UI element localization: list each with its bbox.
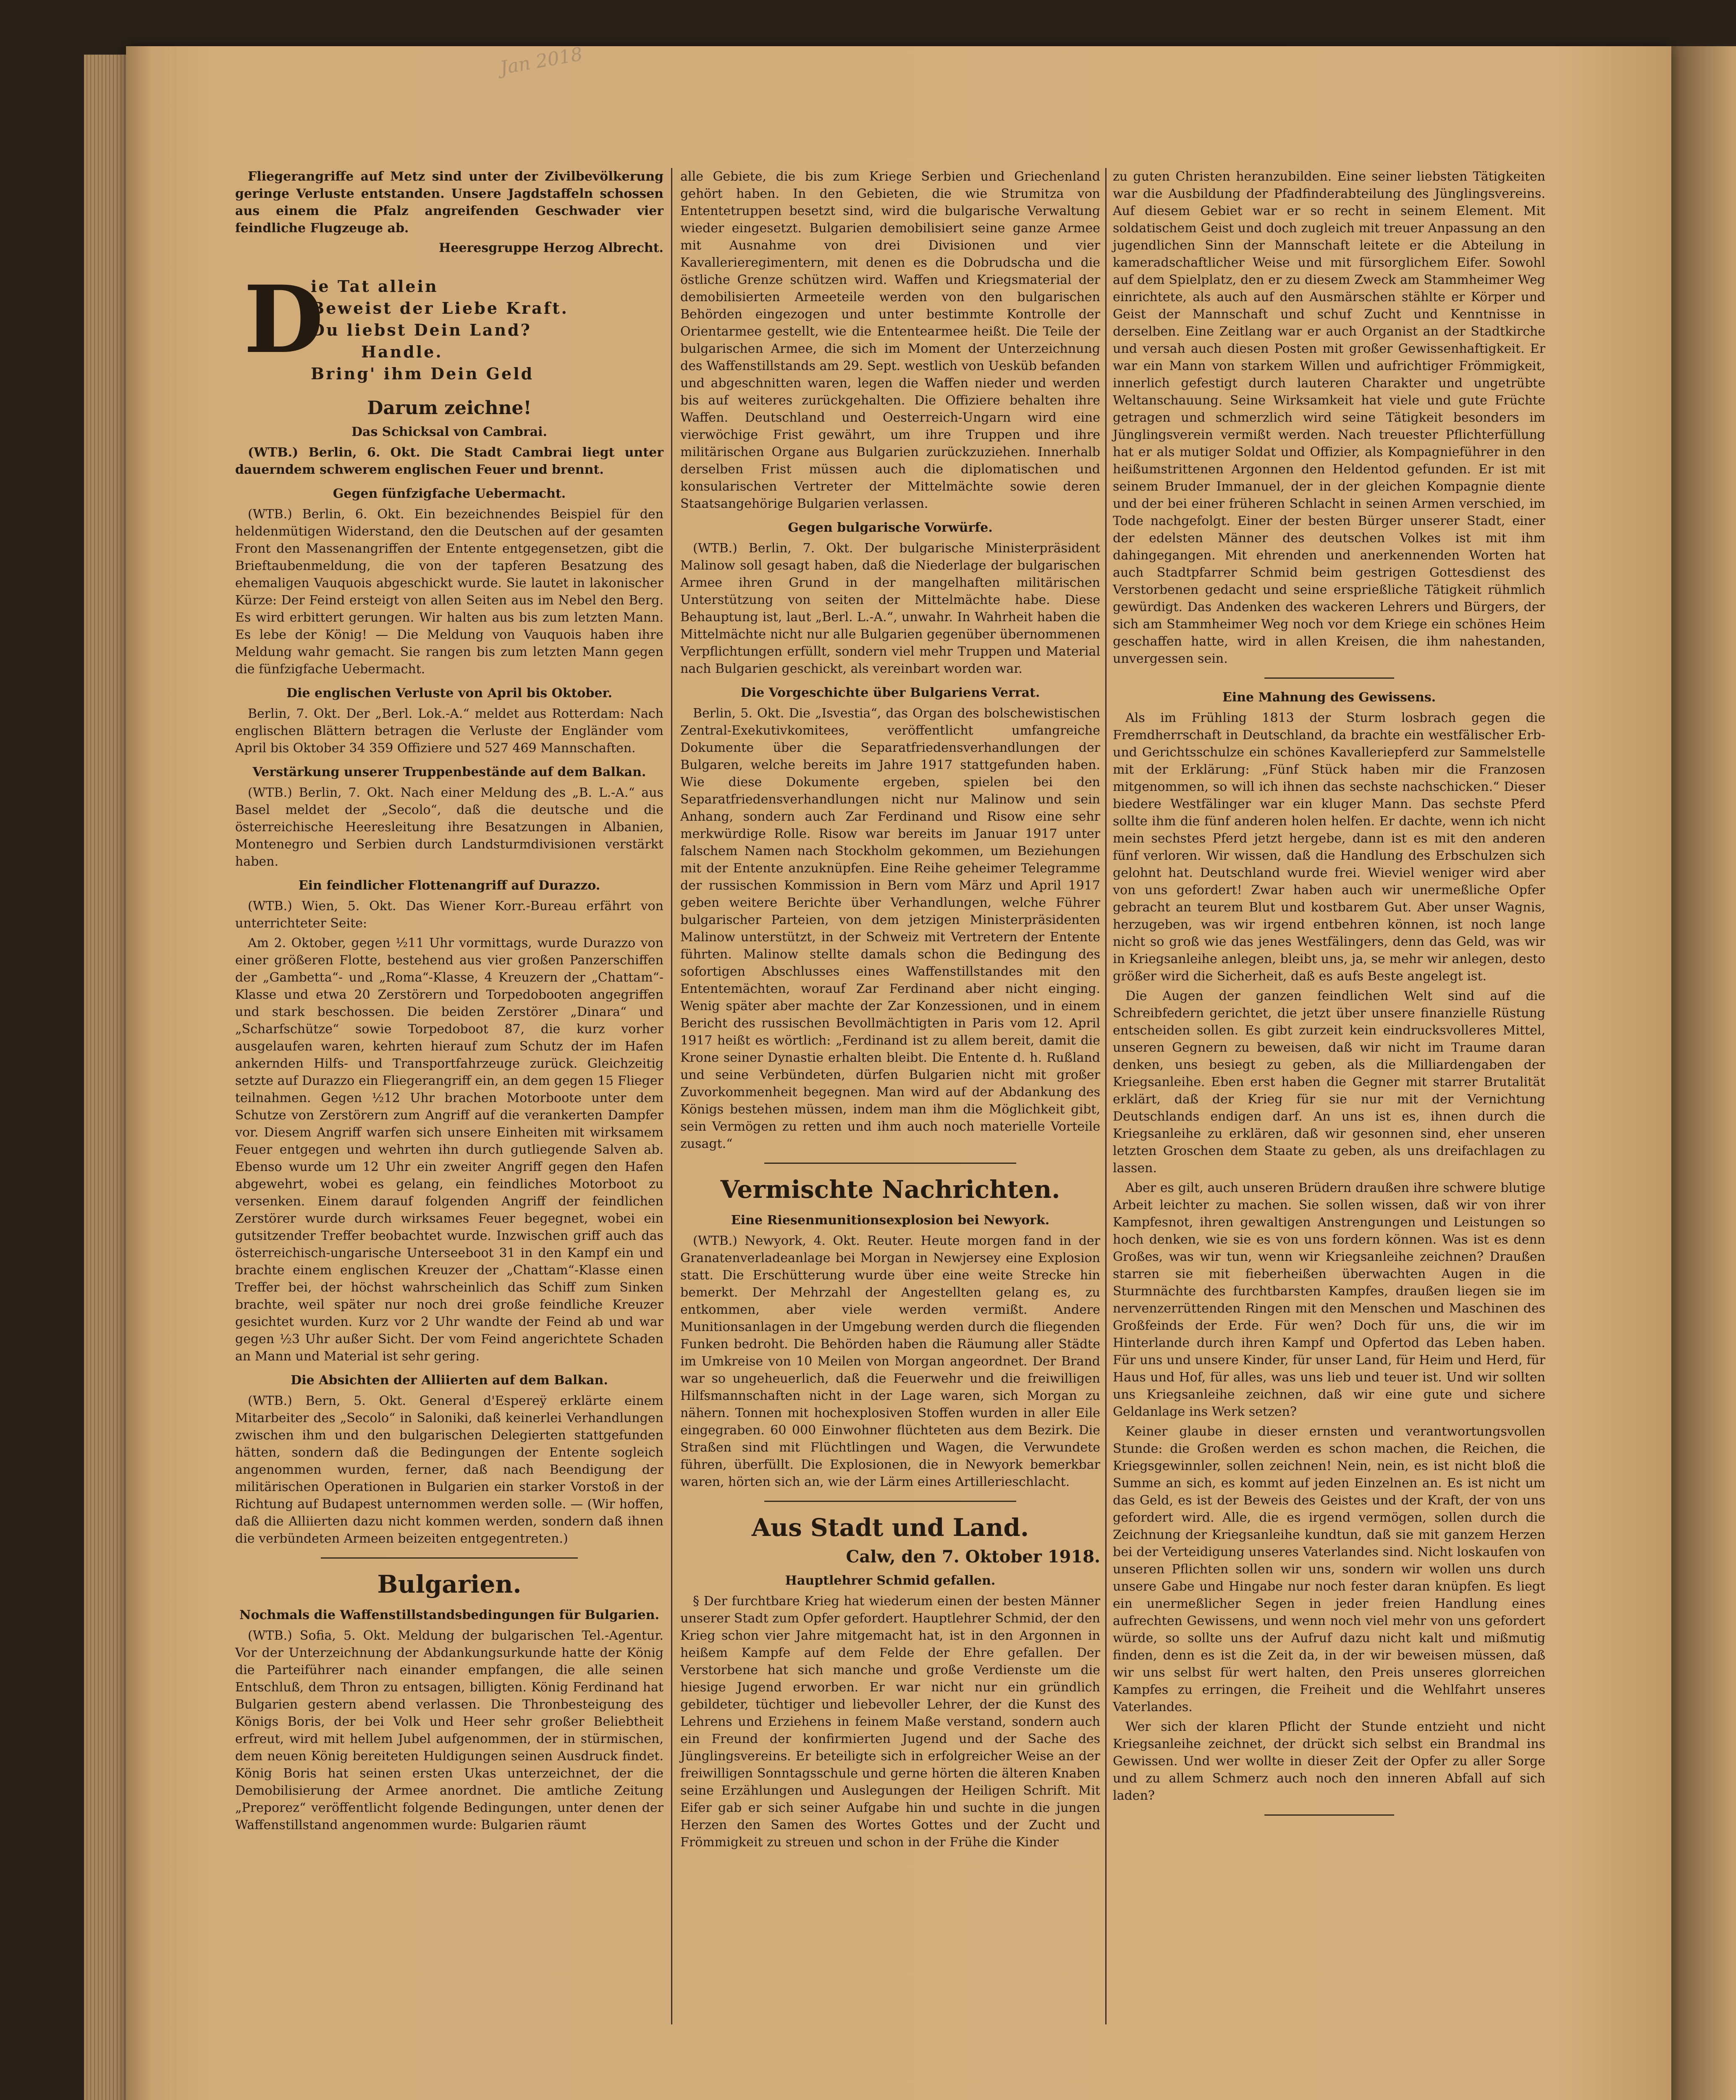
article-divider (1264, 677, 1394, 679)
article-paragraph: § Der furchtbare Krieg hat wiederum einen der besten Männer unserer Stadt zum Opfer gefordert. Hauptlehrer Schmid, der den Krieg schon vier Jahre mitgemacht hat, ist in den Argonnen in heißem Kampfe auf dem Felde der Ehre gefallen. Der Verstorbene hat sich manche und große Verdienste um die hiesige Jugend erworben. Er war nicht nur ein gründlich gebildeter, tüchtiger und liebevoller Lehrer, der die Kunst des Lehrens und Erziehens in feinem Maße verstand, sondern auch ein Freund der konfirmierten Jugend und der Sache des Jünglingsvereins. Er beteiligte sich in erfolgreicher Weise an der freiwilligen Sonntagsschule und gerne hörten die älteren Knaben seine Erzählungen und Auslegungen der Heiligen Schrift. Mit Eifer gab er sich seiner Aufgabe hin und suchte in die jungen Herzen den Samen des Wortes Gottes und der Zucht und Frömmigkeit zu streuen und schon in der Frühe die Kinder (680, 1594, 1100, 1850)
article-paragraph: (WTB.) Newyork, 4. Okt. Reuter. Heute morgen fand in der Granatenverladeanlage bei Morgan in Newjersey eine Explosion statt. Die Erschütterung wurde über eine weite Strecke hin bemerkt. Der Mehrzahl der Angestellten gelang es, zu entkommen, aber viele werden vermißt. Andere Munitionsanlagen in der Umgebung werden durch die fliegenden Funken bedroht. Die Behörden haben die Räumung aller Städte im Umkreise von 10 Meilen von Morgan angeordnet. Der Brand war so ungeheuerlich, daß die Feuerwehr und die freiwilligen Hilfsmannschaften nicht in der Lage waren, sich Morgan zu nähern. Tonnen mit hochexplosiven Stoffen wurden in aller Eile eingegraben. 60 000 Einwohner flüchteten aus dem Bezirk. Die Straßen sind mit Flüchtlingen und Wagen, die Verwundete führen, überfüllt. Die Explosionen, die in Newyork bemerkbar waren, hörten sich an, wie der Lärm eines Artillerieschlacht. (680, 1234, 1100, 1489)
article-paragraph: Keiner glaube in dieser ernsten und verantwortungsvollen Stunde: die Großen werden es schon machen, die Reichen, die Kriegsgewinnler, sollen zeichnen! Nein, nein, es ist nicht bloß die Summe an sich, es kommt auf jeden Einzelnen an. Es ist nicht um das Geld, es ist der Beweis des Geistes und der Kraft, der von uns gefordert wird. Alle, die es irgend vermögen, sollen durch die Zeichnung der Kriegsanleihe kundtun, daß sie mit ganzem Herzen bei der Verteidigung unseres Vaterlandes sind. Nicht loskaufen von unseren Pflichten sollen wir uns, sondern wir wollen uns durch unsere Gabe und Hingabe nur noch fester daran knüpfen. Es liegt ein unermeßlicher Segen in jeder freien Handlung eines aufrechten Gewissens, und wenn noch viel mehr von uns gefordert würde, so sollte uns der Aufruf dazu nicht kalt und mißmutig finden, denn es ist die Zeit da, in der wir beweisen müssen, daß wir uns selbst für wert halten, den Preis unseres glorreichen Kampfes zu erringen, die Freiheit und die Wehlfahrt unseres Vaterlandes. (1113, 1424, 1545, 1714)
headline: Verstärkung unserer Truppenbestände auf dem Balkan. (252, 765, 646, 780)
section-title: Aus Stadt und Land. (751, 1513, 1029, 1542)
article-paragraph: Berlin, 7. Okt. Der „Berl. Lok.-A.“ meldet aus Rotterdam: Nach englischen Blättern betragen die Verluste der Engländer vom April bis Oktober 34 359 Offiziere und 527 469 Mannschaften. (235, 706, 663, 756)
article-paragraph: Am 2. Oktober, gegen ½11 Uhr vormittags, wurde Durazzo von einer größeren Flotte, bestehend aus vier großen Panzerschiffen der „Gambetta“- und „Roma“-Klasse, 4 Kreuzern der „Chattam“-Klasse und etwa 20 Zerstörern und Torpedobooten angegriffen und stark beschossen. Die beiden Zerstörer „Dinara“ und „Scharfschütze“ sowie Torpedoboot 87, die kurz vorher ausgelaufen waren, kehrten hierauf zum Schutz der im Hafen ankernden Hilfs- und Transportfahrzeuge zurück. Gleichzeitig setzte auf Durazzo ein Fliegerangriff ein, an dem gegen 15 Flieger teilnahmen. Gegen ½12 Uhr brachen Motorboote unter dem Schutze von Zerstörern zum Angriff auf die verankerten Dampfer vor. Diesem Angriff warfen sich unsere Einheiten mit wirksamem Feuer entgegen und wehrten ihn durch gutliegende Salven ab. Ebenso wurde um 12 Uhr ein zweiter Angriff gegen den Hafen abgewehrt, wobei es gelang, ein feindliches Motorboot zu versenken. Einem darauf folgenden Angriff der feindlichen Zerstörer wurde durch wirksames Feuer begegnet, wobei ein gutsitzender Treffer beobachtet wurde. Inzwischen griff auch das österreichisch-ungarische Unterseeboot 31 in den Kampf ein und brachte einem englischen Kreuzer der „Chattam“-Klasse einen Treffer bei, der höchst wahrscheinlich das Schiff zum Sinken brachte, weil später nur noch drei große feindliche Kreuzer gesichtet wurden. Kurz vor 2 Uhr wandte der Feind ab und war gegen ½3 Uhr außer Sicht. Der vom Feind angerichtete Schaden an Mann und Material ist sehr gering. (235, 936, 663, 1364)
headline: Hauptlehrer Schmid gefallen. (785, 1573, 996, 1588)
article-paragraph: Die Augen der ganzen feindlichen Welt sind auf die Schreibfedern gerichtet, die jetzt über unsere finanzielle Rüstung entscheiden sollen. Es gibt zurzeit kein eindrucksvolleres Mittel, unseren Gegnern zu beweisen, daß wir nicht im Traume daran denken, uns besiegt zu geben, als die Milliardengaben der Kriegsanleihe. Eben erst haben die Gegner mit starrer Brutalität erklärt, daß der Krieg für sie nur mit der Vernichtung Deutschlands endigen darf. An uns ist es, ihnen durch die Kriegsanleihe zu erklären, daß wir gesonnen sind, eher unseren letzten Groschen dem Staate zu geben, als uns dreifachlagen zu lassen. (1113, 989, 1545, 1176)
ad-line-1: ie Tat allein (311, 277, 438, 296)
ad-initial-letter: D (244, 265, 324, 374)
headline: Ein feindlicher Flottenangriff auf Durazzo. (298, 878, 601, 893)
column-rule-2 (1105, 168, 1107, 2024)
headline: Eine Mahnung des Gewissens. (1222, 690, 1436, 705)
headline: Die englischen Verluste von April bis Oktober. (286, 686, 612, 701)
headline: Die Absichten der Alliierten auf dem Balkan. (291, 1373, 608, 1388)
section-title: Vermischte Nachrichten. (720, 1175, 1060, 1204)
headline: Gegen bulgarische Vorwürfe. (788, 520, 993, 535)
lead-attribution: Heeresgruppe Herzog Albrecht. (438, 241, 663, 255)
section-divider (764, 1163, 1016, 1164)
article-lead: Fliegerangriffe auf Metz sind unter der Zivilbevölkerung geringe Verluste entstanden. Unsere Jagdstaffeln schossen aus einem die Pfalz angreifenden Geschwader vier feindliche Flugzeuge ab. (235, 169, 663, 236)
column-2 (680, 168, 1100, 1853)
ad-line-4: Handle. (361, 342, 443, 361)
article-paragraph: (WTB.) Wien, 5. Okt. Das Wiener Korr.-Bureau erfährt von unterrichteter Seite: (235, 899, 663, 931)
column-rule-1 (671, 168, 672, 2024)
dateline: Calw, den 7. Oktober 1918. (846, 1547, 1100, 1567)
headline: Nochmals die Waffenstillstandsbedingungen für Bulgarien. (239, 1608, 659, 1622)
article-paragraph: Als im Frühling 1813 der Sturm losbrach gegen die Fremdherrschaft in Deutschland, da brachte ein westfälischer Erb- und Gerichtsschulze ein schönes Kavalleriepferd zur Sammelstelle mit der Erklärung: „Fünf Stück haben mir die Franzosen mitgenommen, so will ich ihnen das sechste nachschicken.“ Dieser biedere Westfälinger war ein kluger Mann. Das sechste Pferd sollte ihm die fünf anderen holen helfen. Er dachte, wenn ich nicht mein sechstes Pferd jetzt hergebe, dann ist es mit den anderen fünf verloren. Wir wissen, daß die Handlung des Erbschulzen sich gelohnt hat. Deutschland wurde frei. Wieviel weniger wird aber von uns gefordert! Zwar haben auch wir unermeßliche Opfer gebracht an teurem Blut und kostbarem Gut. Aber unser Wagnis, herzugeben, was wir irgend entbehren können, ist noch lange nicht so groß wie das jenes Westfälingers, denn das Geld, was wir in Kriegsanleihe anlegen, bleibt uns, ja, se mehr wir anlegen, desto größer wird die Sicherheit, daß es aufs Beste angelegt ist. (1113, 711, 1545, 984)
article-paragraph: Berlin, 5. Okt. Die „Isvestia“, das Organ des bolschewistischen Zentral-Exekutivkomitees, veröffentlicht umfangreiche Dokumente über die Separatfriedensverhandlungen der Bulgaren, welche bereits im Jahre 1917 stattgefunden haben. Wie diese Dokumente ergeben, spielen bei den Separatfriedensverhandlungen nicht nur Malinow und sein Anhang, sondern auch Zar Ferdinand und Risow eine sehr merkwürdige Rolle. Risow war bereits im Januar 1917 unter falschem Namen nach Stockholm gekommen, um Beziehungen mit der Entente anzuknüpfen. Eine Reihe geheimer Telegramme der russischen Kommission in Bern vom März und April 1917 geben weitere Berichte über Verhandlungen, welche Führer bulgarischer Parteien, von dem jetzigen Ministerpräsidenten Malinow unterstützt, in der Schweiz mit Vertretern der Entente führten. Malinow stellte damals schon die Bedingung des sofortigen Abschlusses eines Waffenstillstandes mit den Ententemächten, worauf Zar Ferdinand aber nicht einging. Wenig später aber machte der Zar Konzessionen, und in einem Bericht des russischen Bevollmächtigten in Paris vom 12. April 1917 heißt es wörtlich: „Ferdinand ist zu allem bereit, damit die Krone seiner Dynastie erhalten bleibt. Die Entente d. h. Rußland und seine Verbündeten, dürfen Bulgarien nicht mit großer Zuvorkommenheit begegnen. Man wird auf der Abdankung des Königs bestehen müssen, indem man ihm die Möglichkeit gibt, sein Vermögen zu retten und ihm auch noch materielle Vorteile zusagt.“ (680, 706, 1100, 1151)
ad-line-5: Bring' ihm Dein Geld (311, 364, 534, 383)
article-paragraph: (WTB.) Berlin, 6. Okt. Ein bezeichnendes Beispiel für den heldenmütigen Widerstand, den die Deutschen auf der gesamten Front den Massenangriffen der Entente entgegensetzen, gibt die Brieftaubenmeldung, die von der tapferen Besatzung des ehemaligen Vauquois abgeschickt wurde. Sie lautet in lakonischer Kürze: Der Feind ersteigt von allen Seiten aus im Nebel den Berg. Es wird erbittert gerungen. Wir halten aus bis zum letzten Mann. Es lebe der König! — Die Meldung von Vauquois haben ihre Meldung wahr gemacht. Sie rangen bis zum letzten Mann gegen die fünfzigfache Uebermacht. (235, 507, 663, 677)
facing-page-edge (1663, 46, 1736, 2100)
section-divider (764, 1501, 1016, 1502)
section-divider (321, 1557, 578, 1559)
article-paragraph: (WTB.) Berlin, 7. Okt. Der bulgarische Ministerpräsident Malinow soll gesagt haben, daß die Niederlage der bulgarischen Armee ihren Grund in der mangelhaften militärischen Unterstützung von seiten der Mittelmächte habe. Diese Behauptung ist, laut „Berl. L.-A.“, unwahr. In Wahrheit haben die Mittelmächte nicht nur alle Bulgarien gegenüber übernommenen Verpflichtungen erfüllt, sondern viel mehr Truppen und Material nach Bulgarien geschickt, als vereinbart worden war. (680, 541, 1100, 676)
article-divider (1264, 1814, 1394, 1816)
column-1 (235, 168, 663, 1836)
headline: Eine Riesenmunitionsexplosion bei Newyork. (731, 1213, 1050, 1228)
column-3 (1113, 168, 1545, 1826)
headline: Die Vorgeschichte über Bulgariens Verrat. (740, 685, 1040, 700)
headline: Das Schicksal von Cambrai. (351, 425, 547, 439)
ad-call-to-action: Darum zeichne! (367, 397, 532, 419)
article-paragraph: (WTB.) Berlin, 6. Okt. Die Stadt Cambrai liegt unter dauerndem schwerem englischen Feuer und brennt. (235, 445, 663, 477)
article-paragraph: (WTB.) Berlin, 7. Okt. Nach einer Meldung des „B. L.-A.“ aus Basel meldet der „Secolo“, daß die deutsche und die österreichische Heeresleitung ihre Besatzungen in Albanien, Montenegro und Serbien durch Landsturmdivisionen verstärkt haben. (235, 785, 663, 869)
article-paragraph: alle Gebiete, die bis zum Kriege Serbien und Griechenland gehört haben. In den Gebieten, die wie Strumitza von Ententetruppen besetzt sind, wird die bulgarische Verwaltung wieder eingesetzt. Bulgarien demobilisiert seine ganze Armee mit Ausnahme von drei Divisionen und vier Kavallerieregimentern, mit denen es die Dobrudscha und die östliche Grenze schützen wird. Waffen und Kriegsmaterial der demobilisierten Armeeteile werden von den bulgarischen Behörden eingezogen und unter bestimmte Kontrolle der Orientarmee gestellt, wie die Ententearmee heißt. Die Teile der bulgarischen Armee, die sich im Moment der Unterzeichnung des Waffenstillstands am 29. Sept. westlich von Uesküb befanden und abgeschnitten waren, legen die Waffen nieder und werden bis auf weiteres zurückgehalten. Die Offiziere behalten ihre Waffen. Deutschland und Oesterreich-Ungarn wird eine vierwöchige Frist gewährt, um ihre Truppen und ihre militärischen Organe aus Bulgarien zurückzuziehen. Innerhalb derselben Frist müssen auch die diplomatischen und konsularischen Vertreter der Mittelmächte sowie deren Staatsangehörige Bulgarien verlassen. (680, 169, 1100, 511)
ad-line-3: Du liebst Dein Land? (311, 320, 532, 339)
article-paragraph: (WTB.) Sofia, 5. Okt. Meldung der bulgarischen Tel.-Agentur. Vor der Unterzeichnung der Abdankungsurkunde hatte der König die Parteiführer nach einander empfangen, die alle seinen Entschluß, dem Thron zu entsagen, billigten. König Ferdinand hat Bulgarien gestern abend verlassen. Die Thronbesteigung des Königs Boris, der bei Volk und Heer sehr großer Beliebtheit erfreut, wird mit hellem Jubel aufgenommen, der in stürmischen, dem neuen König bereiteten Huldigungen seinen Ausdruck findet. König Boris hat seinen ersten Ukas unterzeichnet, der die Demobilisierung der Armee anordnet. Die amtliche Zeitung „Preporez“ veröffentlicht folgende Bedingungen, unter denen der Waffenstillstand angenommen wurde: Bulgarien räumt (235, 1628, 663, 1832)
headline: Gegen fünfzigfache Uebermacht. (333, 486, 566, 501)
article-paragraph: zu guten Christen heranzubilden. Eine seiner liebsten Tätigkeiten war die Ausbildung der Pfadfinderabteilung des Jünglingsvereins. Auf diesem Gebiet war er so recht in seinem Element. Mit soldatischem Geist und doch zugleich mit treuer Anpassung an den jugendlichen Sinn der Mannschaft leitete er die Abteilung in kameradschaftlicher Weise und mit fürsorglichem Eifer. Sowohl auf dem Spielplatz, den er zu diesem Zweck am Stammheimer Weg einrichtete, als auch auf den Ausmärschen stählte er Körper und Geist der Mannschaft und schuf Zucht und Kenntnisse in derselben. Eine Zeitlang war er auch Organist an der Stadtkirche und versah auch diesen Posten mit großer Gewissenhaftigkeit. Er war ein Mann von starkem Willen und aufrichtiger Frömmigkeit, innerlich gefestigt durch lauteren Charakter und ungetrübte Weltanschauung. Seine Wirksamkeit hat viele und gute Früchte getragen und schmerzlich wird seine Tätigkeit besonders im Jünglingsverein vermißt werden. Nach treuester Pflichterfüllung hat er als mutiger Soldat und Offizier, als Kompagnieführer in den heißumstrittenen Argonnen den Heldentod gefunden. Er ist mit seinem Bruder Immanuel, der in der gleichen Kompagnie diente und der bei einer früheren Schlacht in seinen Armen verschied, im Tode nachgefolgt. Einer der besten Bürger unserer Stadt, einer der edelsten Männer des deutschen Volkes ist mit ihm dahingegangen. Mit ehrenden und anerkennenden Worten hat auch Stadtpfarrer Schmid beim gestrigen Gottesdienst des Verstorbenen gedacht und seine ersprießliche Tätigkeit rühmlich gewürdigt. Das Andenken des wackeren Lehrers und Bürgers, der sich am Stammheimer Weg noch vor dem Kriege ein schönes Heim geschaffen hatte, wird in allen Kreisen, die ihm nahestanden, unvergessen sein. (1113, 169, 1545, 666)
handwritten-note: Jan 2018 (498, 43, 585, 79)
ad-line-2: Beweist der Liebe Kraft. (311, 299, 569, 318)
section-title: Bulgarien. (377, 1570, 522, 1599)
article-paragraph: (WTB.) Bern, 5. Okt. General d'Espereÿ erklärte einem Mitarbeiter des „Secolo“ in Saloniki, daß keinerlei Verhandlungen zwischen ihm und den bulgarischen Delegierten stattgefunden hätten, sondern daß die Bedingungen der Entente sogleich angenommen wurden, ferner, daß nach Beendigung der militärischen Operationen in Bulgarien ein starker Vorstoß in der Richtung auf Budapest unternommen werden solle. — (Wir hoffen, daß die Alliierten dazu nicht kommen werden, sondern daß ihnen die verbündeten Armeen beizeiten entgegentreten.) (235, 1394, 663, 1546)
article-paragraph: Aber es gilt, auch unseren Brüdern draußen ihre schwere blutige Arbeit leichter zu machen. Sie sollen wissen, daß wir von ihrer Kampfesnot, ihren gewaltigen Anstrengungen und Leistungen so hoch denken, wie sie es von uns fordern können. Was ist es denn Großes, was wir tun, wenn wir Kriegsanleihe zeichnen? Draußen starren sie mit fieberheißen überwachten Augen in die Sturmnächte des furchtbarsten Kampfes, draußen liegen sie im nervenzerrüttenden Ringen mit den Menschen und Maschinen des Großfeinds der Erde. Für wen? Doch für uns, die wir im Hinterlande durch ihren Kampf und Opfertod das Leben haben. Für uns und unsere Kinder, für unser Land, für Heim und Herd, für Haus und Hof, für alles, was uns lieb und teuer ist. Und wir sollten uns Kriegsanleihe zeichnen, daß wir eine gute und sichere Geldanlage ins Werk setzen? (1113, 1181, 1545, 1419)
article-paragraph: Wer sich der klaren Pflicht der Stunde entzieht und nicht Kriegsanleihe zeichnet, der drückt sich selbst ein Brandmal ins Gewissen. Und wer wollte in dieser Zeit der Opfer zu aller Sorge und zu allem Schmerz auch noch den inneren Abfall auf sich laden? (1113, 1719, 1545, 1803)
war-bond-advertisement (235, 265, 663, 395)
